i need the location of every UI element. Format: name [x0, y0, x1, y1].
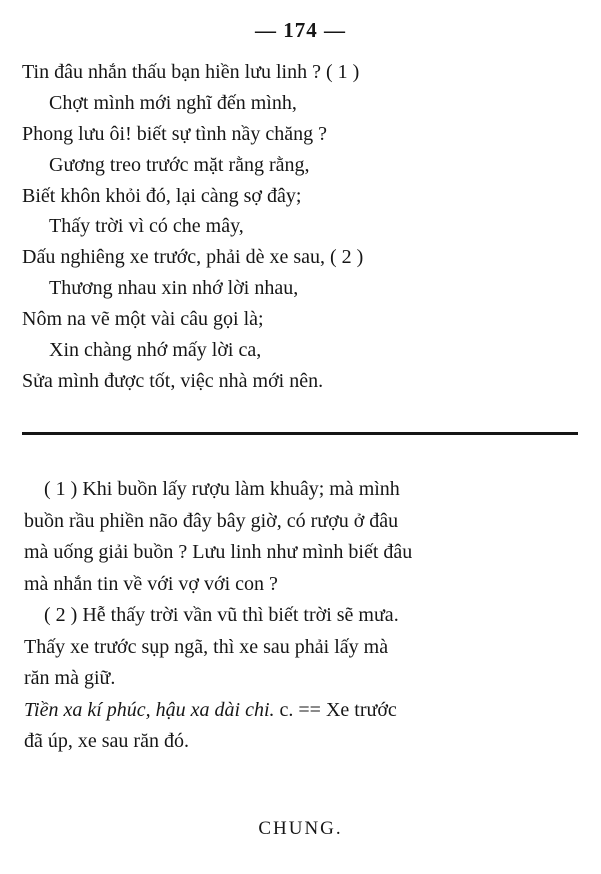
verse-line: Chợt mình mới nghĩ đến mình,: [49, 91, 297, 114]
verse-line: Dấu nghiêng xe trước, phải dè xe sau, ( 2 ): [22, 246, 364, 269]
footnote-1-line: mà nhắn tin về với vợ với con ?: [24, 572, 278, 595]
footnote-3-line: [24, 695, 574, 727]
verse-line: Sửa mình được tốt, việc nhà mới nên.: [22, 369, 324, 392]
footnote-1-line: ( 1 ) Khi buồn lấy rượu làm khuây; mà mình: [44, 478, 400, 500]
footnote-2-line: ( 2 ) Hễ thấy trời vần vũ thì biết trời sẽ mưa.: [44, 604, 399, 626]
verse-line: Tin đâu nhắn thấu bạn hiền lưu linh ? ( 1 ): [22, 61, 360, 83]
verse-line: Phong lưu ôi! biết sự tình nầy chăng ?: [22, 122, 327, 145]
footnote-3-line: đã úp, xe sau răn đó.: [24, 730, 189, 752]
ending-mark: CHUNG.: [258, 818, 343, 839]
footnotes-block: [24, 474, 574, 758]
chinese-proverb: Tiền xa kí phúc, hậu xa dài chi.: [24, 698, 275, 721]
page-number: — 174 —: [255, 18, 346, 42]
verse-line: Biết khôn khỏi đó, lại càng sợ đây;: [22, 184, 302, 207]
verse-line: Nôm na vẽ một vài câu gọi là;: [22, 308, 264, 331]
verse-line: Thương nhau xin nhớ lời nhau,: [49, 277, 299, 300]
proverb-translation: c. == Xe trước: [274, 698, 397, 721]
footnote-1-line: mà uống giải buồn ? Lưu linh như mình biết đâu: [24, 541, 413, 563]
footnote-1-line: buồn rầu phiền não đây bây giờ, có rượu ở đâu: [24, 509, 399, 532]
verse-line: Xin chàng nhớ mấy lời ca,: [49, 339, 262, 362]
section-divider: [22, 432, 578, 435]
footnote-2-line: Thấy xe trước sụp ngã, thì xe sau phải lấy mà: [24, 635, 389, 658]
footnote-2-line: răn mà giữ.: [24, 667, 116, 689]
verse-line: Thấy trời vì có che mây,: [49, 215, 244, 238]
poem-block: [22, 57, 582, 397]
verse-line: Gương treo trước mặt rằng rằng,: [49, 153, 310, 176]
